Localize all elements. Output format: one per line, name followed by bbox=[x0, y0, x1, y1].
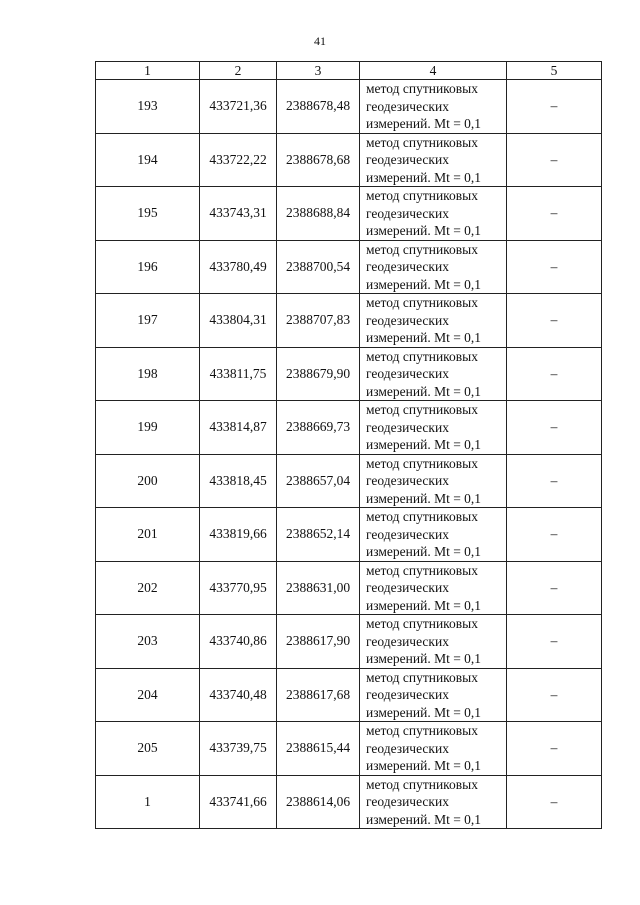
method-line: геодезических bbox=[366, 152, 449, 167]
table-row bbox=[96, 294, 602, 348]
note-cell: – bbox=[507, 401, 602, 455]
point-number-cell: 202 bbox=[96, 561, 200, 615]
point-number-cell: 201 bbox=[96, 508, 200, 562]
method-line: геодезических bbox=[366, 687, 449, 702]
x-coordinate-cell: 433818,45 bbox=[200, 454, 277, 508]
point-number-cell: 193 bbox=[96, 80, 200, 134]
x-coordinate-cell: 433741,66 bbox=[200, 775, 277, 829]
method-line: измерений. Mt = 0,1 bbox=[366, 383, 482, 399]
point-number-cell: 198 bbox=[96, 347, 200, 401]
method-line: метод спутниковых bbox=[366, 455, 478, 471]
x-coordinate-cell: 433739,75 bbox=[200, 722, 277, 776]
method-line: метод спутниковых bbox=[366, 348, 478, 364]
method-line: геодезических bbox=[366, 98, 449, 114]
y-coordinate-cell: 2388617,90 bbox=[277, 615, 360, 669]
page-number: 41 bbox=[314, 34, 326, 48]
method-line: метод спутниковых bbox=[366, 509, 478, 524]
method-line: метод спутниковых bbox=[366, 134, 478, 150]
method-line: геодезических bbox=[366, 794, 449, 809]
point-number-cell: 1 bbox=[96, 775, 200, 829]
method-cell bbox=[360, 615, 507, 669]
method-line: измерений. Mt = 0,1 bbox=[366, 116, 482, 131]
y-coordinate-cell: 2388678,68 bbox=[277, 133, 360, 187]
table-row bbox=[96, 80, 602, 134]
column-header-3: 3 bbox=[277, 62, 360, 80]
method-line: метод спутниковых bbox=[366, 81, 478, 96]
x-coordinate-cell: 433740,48 bbox=[200, 668, 277, 722]
method-line: метод спутниковых bbox=[366, 188, 478, 203]
method-line: измерений. Mt = 0,1 bbox=[366, 758, 482, 773]
y-coordinate-cell: 2388615,44 bbox=[277, 722, 360, 776]
method-line: метод спутниковых bbox=[366, 295, 478, 310]
y-coordinate-cell: 2388614,06 bbox=[277, 775, 360, 829]
method-line: измерений. Mt = 0,1 bbox=[366, 330, 482, 345]
table-row bbox=[96, 722, 602, 776]
x-coordinate-cell: 433819,66 bbox=[200, 508, 277, 562]
x-coordinate-cell: 433721,36 bbox=[200, 80, 277, 134]
y-coordinate-cell: 2388652,14 bbox=[277, 508, 360, 562]
column-header-1: 1 bbox=[96, 62, 200, 80]
note-cell: – bbox=[507, 775, 602, 829]
method-cell bbox=[360, 454, 507, 508]
table-header-row bbox=[96, 62, 602, 80]
method-line: геодезических bbox=[366, 312, 449, 328]
method-line: измерений. Mt = 0,1 bbox=[366, 597, 482, 613]
y-coordinate-cell: 2388700,54 bbox=[277, 240, 360, 294]
y-coordinate-cell: 2388631,00 bbox=[277, 561, 360, 615]
note-cell: – bbox=[507, 80, 602, 134]
y-coordinate-cell: 2388678,48 bbox=[277, 80, 360, 134]
method-line: метод спутниковых bbox=[366, 241, 478, 257]
table-row bbox=[96, 454, 602, 508]
x-coordinate-cell: 433770,95 bbox=[200, 561, 277, 615]
method-line: геодезических bbox=[366, 205, 449, 221]
method-line: измерений. Mt = 0,1 bbox=[366, 490, 482, 506]
method-line: геодезических bbox=[366, 740, 449, 756]
method-line: метод спутниковых bbox=[366, 776, 478, 792]
table-row bbox=[96, 187, 602, 241]
point-number-cell: 194 bbox=[96, 133, 200, 187]
note-cell: – bbox=[507, 615, 602, 669]
x-coordinate-cell: 433811,75 bbox=[200, 347, 277, 401]
x-coordinate-cell: 433740,86 bbox=[200, 615, 277, 669]
method-cell bbox=[360, 561, 507, 615]
note-cell: – bbox=[507, 722, 602, 776]
method-line: геодезических bbox=[366, 259, 449, 274]
x-coordinate-cell: 433743,31 bbox=[200, 187, 277, 241]
method-line: измерений. Mt = 0,1 bbox=[366, 704, 482, 720]
method-cell bbox=[360, 722, 507, 776]
x-coordinate-cell: 433814,87 bbox=[200, 401, 277, 455]
point-number-cell: 199 bbox=[96, 401, 200, 455]
point-number-cell: 197 bbox=[96, 294, 200, 348]
note-cell: – bbox=[507, 561, 602, 615]
point-number-cell: 196 bbox=[96, 240, 200, 294]
table-row bbox=[96, 775, 602, 829]
table-row bbox=[96, 347, 602, 401]
method-line: метод спутниковых bbox=[366, 616, 478, 631]
method-cell bbox=[360, 80, 507, 134]
method-cell bbox=[360, 775, 507, 829]
method-cell bbox=[360, 187, 507, 241]
note-cell: – bbox=[507, 187, 602, 241]
note-cell: – bbox=[507, 347, 602, 401]
method-cell bbox=[360, 240, 507, 294]
method-cell bbox=[360, 347, 507, 401]
method-line: измерений. Mt = 0,1 bbox=[366, 276, 482, 292]
method-line: метод спутниковых bbox=[366, 723, 478, 738]
y-coordinate-cell: 2388669,73 bbox=[277, 401, 360, 455]
method-line: измерений. Mt = 0,1 bbox=[366, 811, 482, 827]
column-header-5: 5 bbox=[507, 62, 602, 80]
y-coordinate-cell: 2388688,84 bbox=[277, 187, 360, 241]
note-cell: – bbox=[507, 294, 602, 348]
method-line: измерений. Mt = 0,1 bbox=[366, 544, 482, 559]
table-row bbox=[96, 240, 602, 294]
note-cell: – bbox=[507, 508, 602, 562]
method-line: геодезических bbox=[366, 580, 449, 595]
method-cell bbox=[360, 401, 507, 455]
method-line: измерений. Mt = 0,1 bbox=[366, 169, 482, 185]
table-row bbox=[96, 561, 602, 615]
x-coordinate-cell: 433722,22 bbox=[200, 133, 277, 187]
note-cell: – bbox=[507, 133, 602, 187]
y-coordinate-cell: 2388617,68 bbox=[277, 668, 360, 722]
column-header-4: 4 bbox=[360, 62, 507, 80]
method-line: метод спутниковых bbox=[366, 402, 478, 417]
y-coordinate-cell: 2388657,04 bbox=[277, 454, 360, 508]
method-cell bbox=[360, 133, 507, 187]
point-number-cell: 203 bbox=[96, 615, 200, 669]
method-line: геодезических bbox=[366, 366, 449, 381]
point-number-cell: 204 bbox=[96, 668, 200, 722]
table-row bbox=[96, 615, 602, 669]
table-row bbox=[96, 133, 602, 187]
coordinates-table bbox=[95, 61, 602, 829]
y-coordinate-cell: 2388707,83 bbox=[277, 294, 360, 348]
method-line: геодезических bbox=[366, 633, 449, 649]
table-row bbox=[96, 508, 602, 562]
method-line: геодезических bbox=[366, 419, 449, 435]
table-row bbox=[96, 401, 602, 455]
x-coordinate-cell: 433780,49 bbox=[200, 240, 277, 294]
note-cell: – bbox=[507, 240, 602, 294]
method-line: измерений. Mt = 0,1 bbox=[366, 437, 482, 452]
table-row bbox=[96, 668, 602, 722]
point-number-cell: 195 bbox=[96, 187, 200, 241]
point-number-cell: 200 bbox=[96, 454, 200, 508]
method-cell bbox=[360, 508, 507, 562]
method-cell bbox=[360, 668, 507, 722]
y-coordinate-cell: 2388679,90 bbox=[277, 347, 360, 401]
method-line: метод спутниковых bbox=[366, 562, 478, 578]
x-coordinate-cell: 433804,31 bbox=[200, 294, 277, 348]
method-line: измерений. Mt = 0,1 bbox=[366, 651, 482, 666]
column-header-2: 2 bbox=[200, 62, 277, 80]
note-cell: – bbox=[507, 454, 602, 508]
note-cell: – bbox=[507, 668, 602, 722]
point-number-cell: 205 bbox=[96, 722, 200, 776]
method-cell bbox=[360, 294, 507, 348]
method-line: геодезических bbox=[366, 473, 449, 488]
table-body bbox=[96, 80, 602, 829]
method-line: геодезических bbox=[366, 526, 449, 542]
method-line: метод спутниковых bbox=[366, 669, 478, 685]
method-line: измерений. Mt = 0,1 bbox=[366, 223, 482, 238]
